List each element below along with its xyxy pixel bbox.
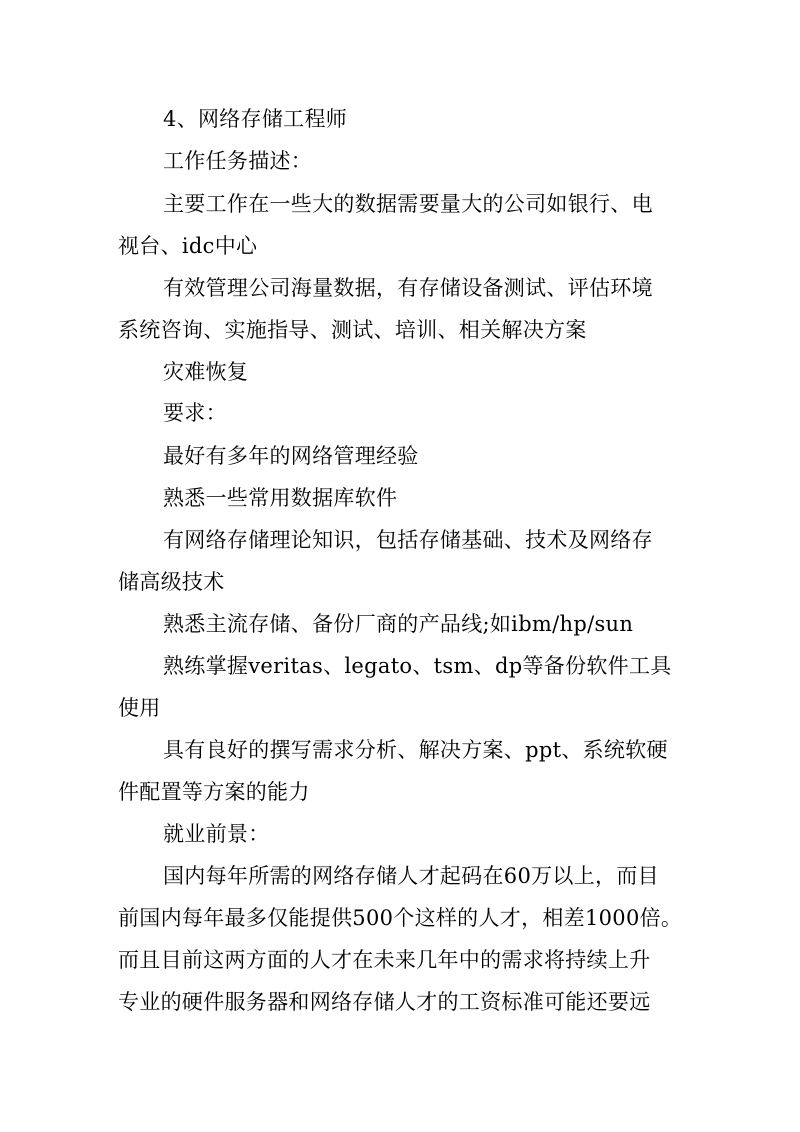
paragraph-line: 有网络存储理论知识，包括存储基础、技术及网络存 [163, 528, 653, 552]
subheading-career-prospects: 就业前景： [163, 822, 270, 846]
paragraph-line: 熟练掌握veritas、legato、tsm、dp等备份软件工具 [163, 654, 672, 678]
paragraph-line: 熟悉主流存储、备份厂商的产品线;如ibm/hp/sun [163, 612, 634, 636]
paragraph-line: 主要工作在一些大的数据需要量大的公司如银行、电 [163, 192, 653, 216]
section-heading: 4、网络存储工程师 [163, 107, 348, 131]
paragraph-line: 具有良好的撰写需求分析、解决方案、ppt、系统软硬 [163, 738, 668, 762]
paragraph-line: 有效管理公司海量数据，有存储设备测试、评估环境 [163, 276, 653, 300]
subheading-requirements: 要求： [163, 401, 227, 425]
paragraph-line: 储高级技术 [118, 570, 225, 594]
paragraph-line: 而且目前这两方面的人才在未来几年中的需求将持续上升 [118, 948, 651, 972]
paragraph-line: 使用 [118, 696, 161, 720]
paragraph-line: 前国内每年最多仅能提供500个这样的人才，相差1000倍。 [118, 906, 683, 930]
paragraph-line: 专业的硬件服务器和网络存储人才的工资标准可能还要远 [118, 990, 651, 1014]
paragraph-line: 灾难恢复 [163, 360, 249, 384]
paragraph-line: 件配置等方案的能力 [118, 780, 310, 804]
paragraph-line: 系统咨询、实施指导、测试、培训、相关解决方案 [118, 318, 587, 342]
paragraph-line: 国内每年所需的网络存储人才起码在60万以上，而目 [163, 864, 659, 888]
paragraph-line: 熟悉一些常用数据库软件 [163, 486, 398, 510]
paragraph-line: 视台、idc中心 [118, 234, 258, 258]
subheading-task-description: 工作任务描述： [163, 149, 313, 173]
paragraph-line: 最好有多年的网络管理经验 [163, 444, 419, 468]
